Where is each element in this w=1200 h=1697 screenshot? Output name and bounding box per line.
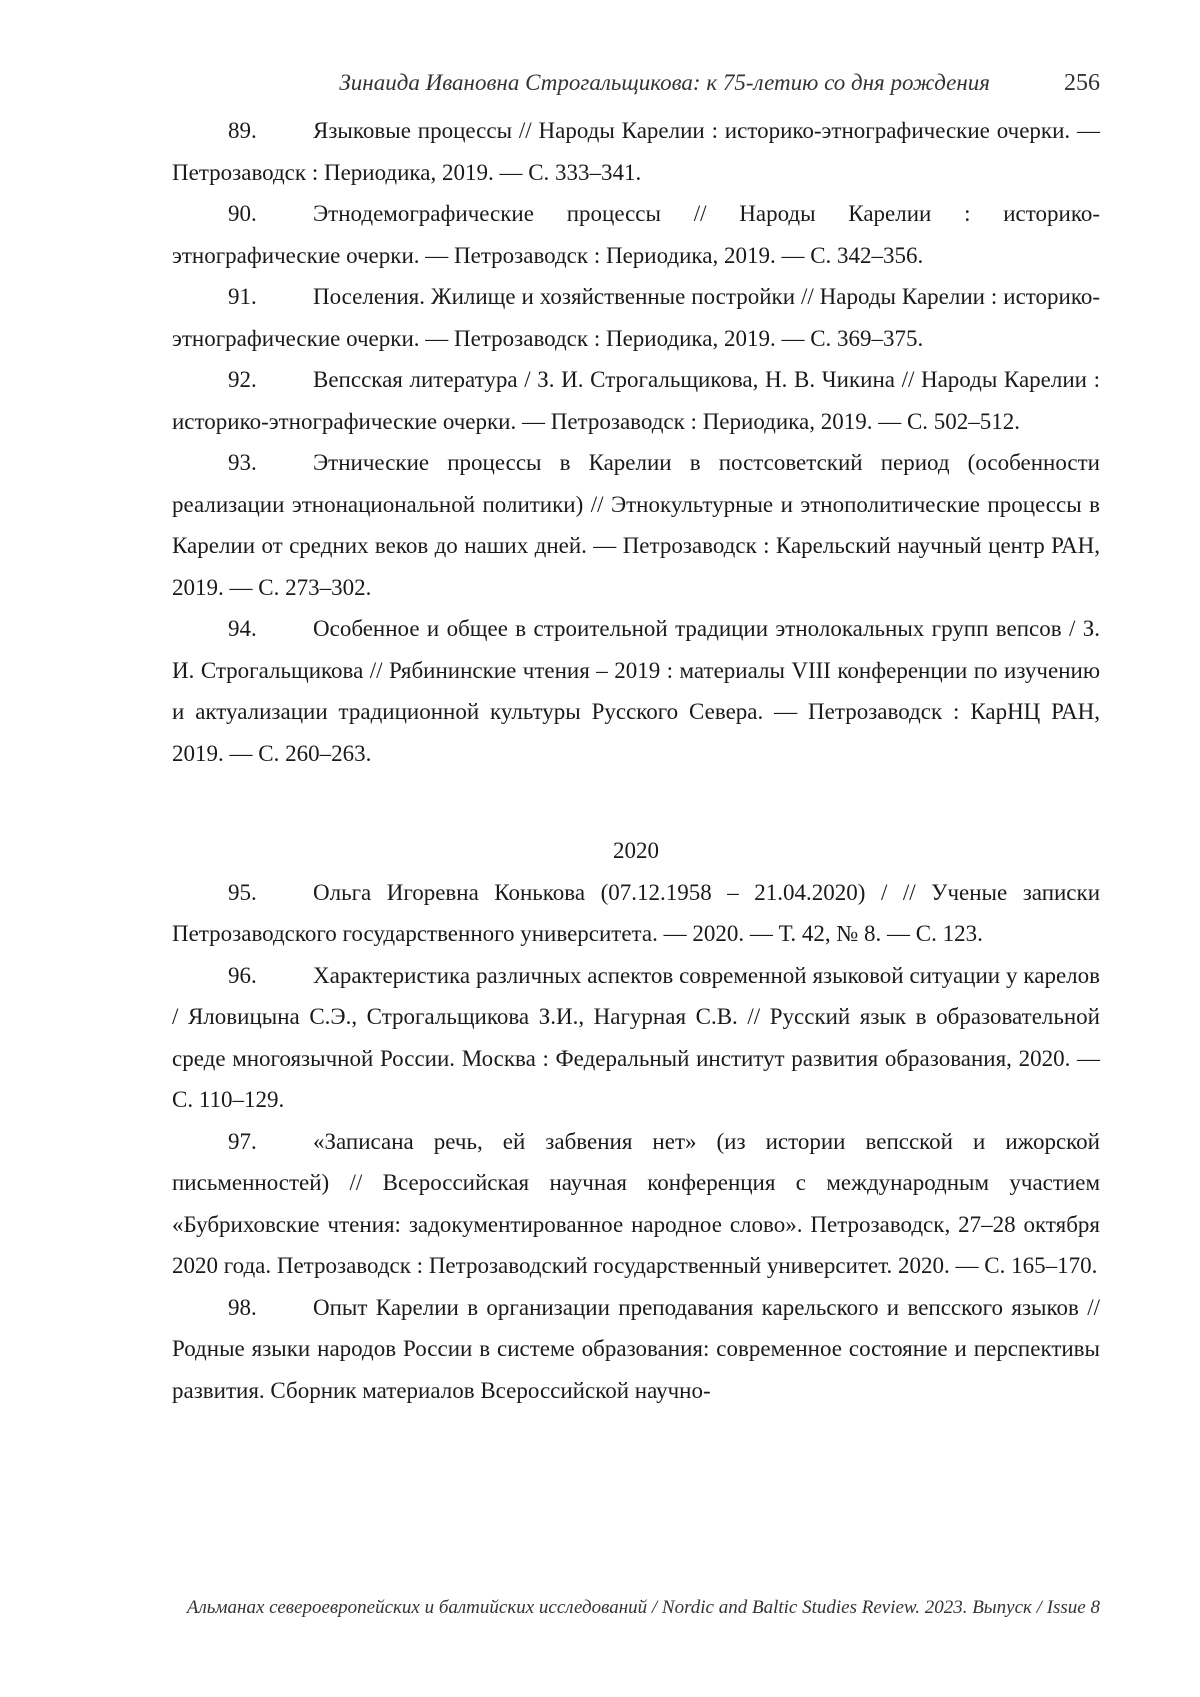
- bibliography-entry: 96. Характеристика различных аспектов современной языковой ситуации у карелов / Яловицына С.Э., Строгальщикова З.И., Нагурная С.В. // Русский язык в образовательной среде многоязычной России. Москва : Федеральный институт развития образования, 2020. — С. 110–129.: [172, 962, 1100, 1112]
- bibliography-entry: 98. Опыт Карелии в организации преподавания карельского и вепсского языков // Родные языки народов России в системе образования: современное состояние и перспективы развития. Сборник материалов Всероссийской научно-: [172, 1294, 1100, 1403]
- bibliography-entry: 89. Языковые процессы // Народы Карелии : историко-этнографические очерки. — Петрозаводск : Периодика, 2019. — С. 333–341.: [172, 118, 1100, 185]
- page-header: [172, 70, 1110, 100]
- page-footer: Альманах североевропейских и балтийских исследований / Nordic and Baltic Studies Review. 2023. Выпуск / Issue 8: [186, 1597, 1100, 1618]
- year-heading: 2020: [613, 838, 659, 863]
- bibliography-entry: 93. Этнические процессы в Карелии в постсоветский период (особенности реализации этнонациональной политики) // Этнокультурные и этнополитические процессы в Карелии от средних веков до наших дней. — Петрозаводск : Карельский научный центр РАН, 2019. — С. 273–302.: [172, 450, 1100, 600]
- bibliography-entry: 91. Поселения. Жилище и хозяйственные постройки // Народы Карелии : историко-этнографические очерки. — Петрозаводск : Периодика, 2019. — С. 369–375.: [172, 284, 1100, 351]
- bibliography-entry: 94. Особенное и общее в строительной традиции этнолокальных групп вепсов / З. И. Строгальщикова // Рябининские чтения – 2019 : материалы VIII конференции по изучению и актуализации традиционной культуры Русского Севера. — Петрозаводск : КарНЦ РАН, 2019. — С. 260–263.: [172, 616, 1100, 766]
- page-number: 256: [1064, 70, 1100, 96]
- running-title: Зинаида Ивановна Строгальщикова: к 75-летию со дня рождения: [339, 70, 990, 95]
- bibliography-entry: 95. Ольга Игоревна Конькова (07.12.1958 – 21.04.2020) / // Ученые записки Петрозаводского государственного университета. — 2020. — Т. 42, № 8. — С. 123.: [172, 879, 1100, 946]
- bibliography-entry: 97. «Записана речь, ей забвения нет» (из истории вепсской и ижорской письменностей) // Всероссийская научная конференция с международным участием «Бубриховские чтения: задокументированное народное слово». Петрозаводск, 27–28 октября 2020 года. Петрозаводск : Петрозаводский государственный университет. 2020. — С. 165–170.: [172, 1128, 1100, 1278]
- bibliography-entry: 92. Вепсская литература / З. И. Строгальщикова, Н. В. Чикина // Народы Карелии : историко-этнографические очерки. — Петрозаводск : Периодика, 2019. — С. 502–512.: [172, 367, 1100, 434]
- bibliography-list: [172, 110, 1100, 1411]
- bibliography-entry: 90. Этнодемографические процессы // Народы Карелии : историко-этнографические очерки. — Петрозаводск : Периодика, 2019. — С. 342–356.: [172, 201, 1100, 268]
